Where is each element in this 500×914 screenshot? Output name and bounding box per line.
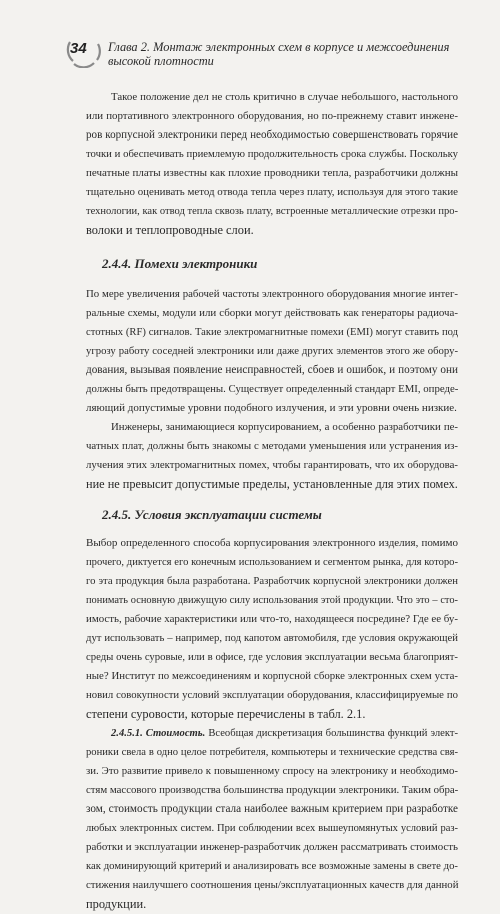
paragraph-line: должны быть предотвращены. Существует определенный стандарт EMI, опреде- <box>86 383 459 395</box>
paragraph-line: зи. Это развитие привело к повышенному спросу на электронику и необходимо- <box>86 765 458 777</box>
paragraph-line: или портативного электронного оборудования, но по-прежнему ставит инжене- <box>86 110 458 122</box>
paragraph-line: лучения этих электромагнитных помех, чтобы гарантировать, что их оборудова- <box>86 459 458 471</box>
section-heading: 2.4.5. Условия эксплуатации системы <box>102 507 322 522</box>
paragraph-line: ральные схемы, модули или сборки могут действовать как генераторы радиоча- <box>86 307 458 319</box>
paragraph-line: среды очень суровые, или в офисе, где условия эксплуатации весьма благоприят- <box>86 651 458 663</box>
paragraph-line: любых электронных систем. При соблюдении всех вышеупомянутых условий раз- <box>86 823 458 834</box>
section-heading: 2.4.4. Помехи электроники <box>102 256 258 271</box>
paragraph-line: имость, рабочие характеристики или что-то, находящееся посредине? Где ее бу- <box>86 613 458 625</box>
paragraph-line: чатных плат, должны быть знакомы с методами уменьшения или устранения из- <box>86 440 458 452</box>
running-header-line: высокой плотности <box>108 54 214 68</box>
page-number: 34 <box>70 40 87 57</box>
paragraph-line: Инженеры, занимающиеся корпусированием, а особенно разработчики пе- <box>111 421 458 433</box>
subsection-first-line <box>111 724 458 743</box>
paragraph-line: работки и эксплуатации инженер-разработчик должен рассматривать стоимость <box>86 841 458 853</box>
paragraph-line: стям массового производства большинства продукции электроники. Таким обра- <box>86 784 459 796</box>
paragraph-line: Выбор определенного способа корпусирования электронного изделия, помимо <box>86 537 458 549</box>
paragraph-line: ляющий допустимые уровни подобного излучения, и эти уровни очень низкие. <box>86 402 457 414</box>
paragraph-line: зом, стоимость продукции стала наиболее важным критерием при разработке <box>86 803 458 815</box>
paragraph-line: го эта продукция была разработана. Разработчик корпусной электроники должен <box>86 575 458 587</box>
paragraph-line: стижения наилучшего соотношения цены/эксплуатационных качеств для данной <box>86 879 459 891</box>
paragraph-line: точки и обеспечивать приемлемую продолжительность срока службы. Поскольку <box>86 148 458 160</box>
paragraph-line: тщательно оценивать метод отвода тепла через плату, используя для этого такие <box>86 186 458 198</box>
paragraph-line: роники свела в одно целое потребителя, компьютеры и технические средства свя- <box>86 747 458 758</box>
paragraph-line: технологии, как отвод тепла сквозь плату, встроенные металлические отрезки про- <box>86 206 458 217</box>
paragraph-line: Такое положение дел не столь критично в случае небольшого, настольного <box>111 91 458 103</box>
paragraph-line: новил совокупности условий эксплуатации оборудования, классифицируемые по <box>86 689 458 701</box>
paragraph-line: ние не превысит допустимые пределы, установленные для этих помех. <box>86 477 458 491</box>
paragraph-line: прочего, диктуется его конечным использованием и сегментом рынка, для которо- <box>86 557 458 568</box>
paragraph-line: стотных (RF) сигналов. Такие электромагнитные помехи (EMI) могут ставить под <box>86 327 458 338</box>
paragraph-line: волоки и теплопроводные слои. <box>86 223 254 237</box>
paragraph-line: дут использовать – например, под капотом автомобиля, где условия окружающей <box>86 632 458 644</box>
paragraph-line: ные? Институт по межсоединениям и корпусной сборке электронных схем уста- <box>86 670 458 682</box>
running-header-line: Глава 2. Монтаж электронных схем в корпусе и межсоединения <box>108 40 450 54</box>
paragraph-line: печатные платы известны как плохие проводники тепла, разработчики должны <box>86 167 458 179</box>
paragraph-line: По мере увеличения рабочей частоты электронного оборудования многие интег- <box>86 288 458 300</box>
paragraph-line: дования, вызывая появление неисправностей, сбоев и ошибок, и поэтому они <box>86 364 458 376</box>
subsection-first-line-text: Всеобщая дискретизация большинства функций элект- <box>205 728 458 739</box>
paragraph-line: как доминирующий критерий и анализировать все возможные замены в свете до- <box>86 860 458 872</box>
subsection-run-in-title: 2.4.5.1. Стоимость. <box>111 728 206 739</box>
paragraph-line: понимать основную движущую силу использования этой продукции. Что это – сто- <box>86 595 458 606</box>
paragraph-line: степени суровости, которые перечислены в табл. 2.1. <box>86 707 366 721</box>
paragraph-line: угрозу работу соседней электроники или даже других элементов этого же обору- <box>86 345 458 357</box>
paragraph-line: ров корпусной электроники перед необходимостью совершенствовать горячие <box>86 129 458 141</box>
paragraph-line: продукции. <box>86 897 147 911</box>
